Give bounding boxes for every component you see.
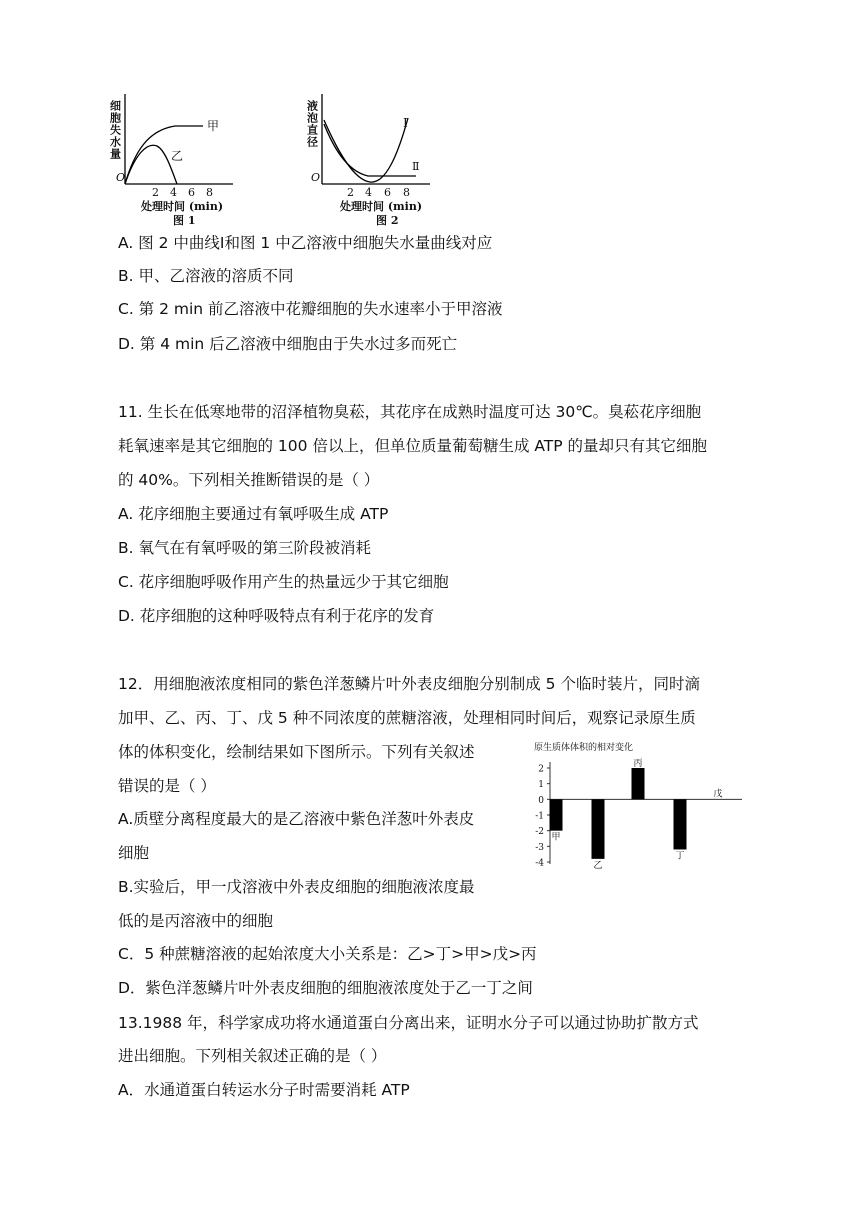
curve-jia-label: 甲 (207, 119, 220, 133)
category-label: 甲 (551, 832, 561, 843)
figure-1-tick: 8 (206, 186, 213, 199)
bar-1 (592, 799, 605, 859)
figure-1-tick: 6 (188, 186, 195, 199)
figure-2-ylabel: 液泡直径 (305, 100, 319, 148)
q12-option-b: B.实验后，甲一戊溶液中外表皮细胞的细胞液浓度最 (118, 878, 475, 896)
bar-2 (632, 768, 645, 799)
q11-option-a: A. 花序细胞主要通过有氧呼吸生成 ATP (118, 505, 389, 523)
figure-1-xlabel: 处理时间 (min) (141, 200, 224, 213)
y-tick-label: 0 (538, 795, 544, 806)
figure-2-xlabel: 处理时间 (min) (340, 200, 423, 213)
figure-1 (105, 94, 285, 227)
q10-option-d: D. 第 4 min 后乙溶液中细胞由于失水过多而死亡 (118, 335, 458, 353)
bar-0 (550, 799, 563, 830)
chart-ticks (535, 765, 550, 869)
q12-stem-line: 错误的是（ ） (118, 777, 216, 795)
figure-1-caption: 图 1 (173, 214, 196, 227)
chart-axes (550, 762, 742, 864)
q12-option-a-cont: 细胞 (118, 844, 150, 862)
bar-3 (674, 799, 687, 849)
figure-2-tick: 2 (347, 186, 354, 199)
figure-1-tick: 4 (170, 186, 177, 199)
y-tick-label: -3 (535, 842, 544, 853)
figure-2-tick: 4 (365, 186, 372, 199)
category-label: 乙 (593, 860, 603, 871)
curve-1-label: Ⅰ (403, 116, 408, 130)
figure-2-tick: 6 (384, 186, 391, 199)
figure-1-tick: 2 (152, 186, 159, 199)
y-tick-label: 1 (538, 780, 544, 791)
y-tick-label: -1 (535, 811, 544, 822)
category-label: 戊 (713, 789, 723, 800)
q12-stem-line: 体的体积变化，绘制结果如下图所示。下列有关叙述 (118, 743, 475, 761)
figure-2-origin: O (311, 171, 321, 184)
chart-title: 原生质体体积的相对变化 (534, 743, 634, 753)
category-label: 丁 (675, 851, 685, 862)
curve-yi (125, 145, 177, 184)
y-tick-label: -2 (535, 827, 544, 838)
q11-option-c: C. 花序细胞呼吸作用产生的热量远少于其它细胞 (118, 573, 449, 591)
curve-jia (125, 126, 203, 184)
q10-option-b: B. 甲、乙溶液的溶质不同 (118, 267, 294, 285)
q12-option-b-cont: 低的是丙溶液中的细胞 (118, 912, 274, 930)
figure-2 (302, 94, 482, 227)
q12-bar-chart (520, 738, 750, 878)
y-tick-label: -4 (535, 858, 544, 869)
figure-2-tick: 8 (403, 186, 410, 199)
q11-stem-line: 的 40%。下列相关推断错误的是（ ） (118, 471, 380, 489)
figure-1-origin: O (116, 171, 126, 184)
chart-bars (550, 768, 687, 862)
figure-1-axes (125, 94, 233, 184)
q10-option-c: C. 第 2 min 前乙溶液中花瓣细胞的失水速率小于甲溶液 (118, 300, 503, 318)
figure-2-caption: 图 2 (376, 214, 399, 227)
q12-option-a: A.质壁分离程度最大的是乙溶液中紫色洋葱叶外表皮 (118, 810, 475, 828)
q11-option-d: D. 花序细胞的这种呼吸特点有利于花序的发育 (118, 607, 435, 625)
curve-2 (324, 124, 416, 176)
curve-yi-label: 乙 (171, 149, 184, 163)
q12-option-d: D．紫色洋葱鳞片叶外表皮细胞的细胞液浓度处于乙一丁之间 (118, 979, 533, 997)
q11-option-b: B. 氧气在有氧呼吸的第三阶段被消耗 (118, 539, 371, 557)
y-tick-label: 2 (538, 764, 544, 775)
q11-stem-line: 耗氧速率是其它细胞的 100 倍以上，但单位质量葡萄糖生成 ATP 的量却只有其它细胞 (118, 437, 708, 455)
q12-option-c: C．5 种蔗糖溶液的起始浓度大小关系是：乙>丁>甲>戊>丙 (118, 945, 537, 963)
q13-option-a: A．水通道蛋白转运水分子时需要消耗 ATP (118, 1081, 410, 1099)
category-label: 丙 (633, 759, 643, 769)
q11-stem-line: 11. 生长在低寒地带的沼泽植物臭菘，其花序在成熟时温度可达 30℃。臭菘花序细胞 (118, 403, 702, 421)
figure-1-ylabel: 细胞失水量 (108, 100, 122, 160)
q13-stem-line: 进出细胞。下列相关叙述正确的是（ ） (118, 1047, 387, 1065)
q10-option-a: A. 图 2 中曲线Ⅰ和图 1 中乙溶液中细胞失水量曲线对应 (118, 234, 493, 252)
curve-2-label: Ⅱ (412, 160, 420, 173)
q13-stem-line: 13.1988 年，科学家成功将水通道蛋白分离出来，证明水分子可以通过协助扩散方式 (118, 1014, 699, 1032)
q12-stem-line: 12．用细胞液浓度相同的紫色洋葱鳞片叶外表皮细胞分别制成 5 个临时装片，同时滴 (118, 675, 700, 693)
q12-stem-line: 加甲、乙、丙、丁、戊 5 种不同浓度的蔗糖溶液，处理相同时间后，观察记录原生质 (118, 709, 696, 727)
